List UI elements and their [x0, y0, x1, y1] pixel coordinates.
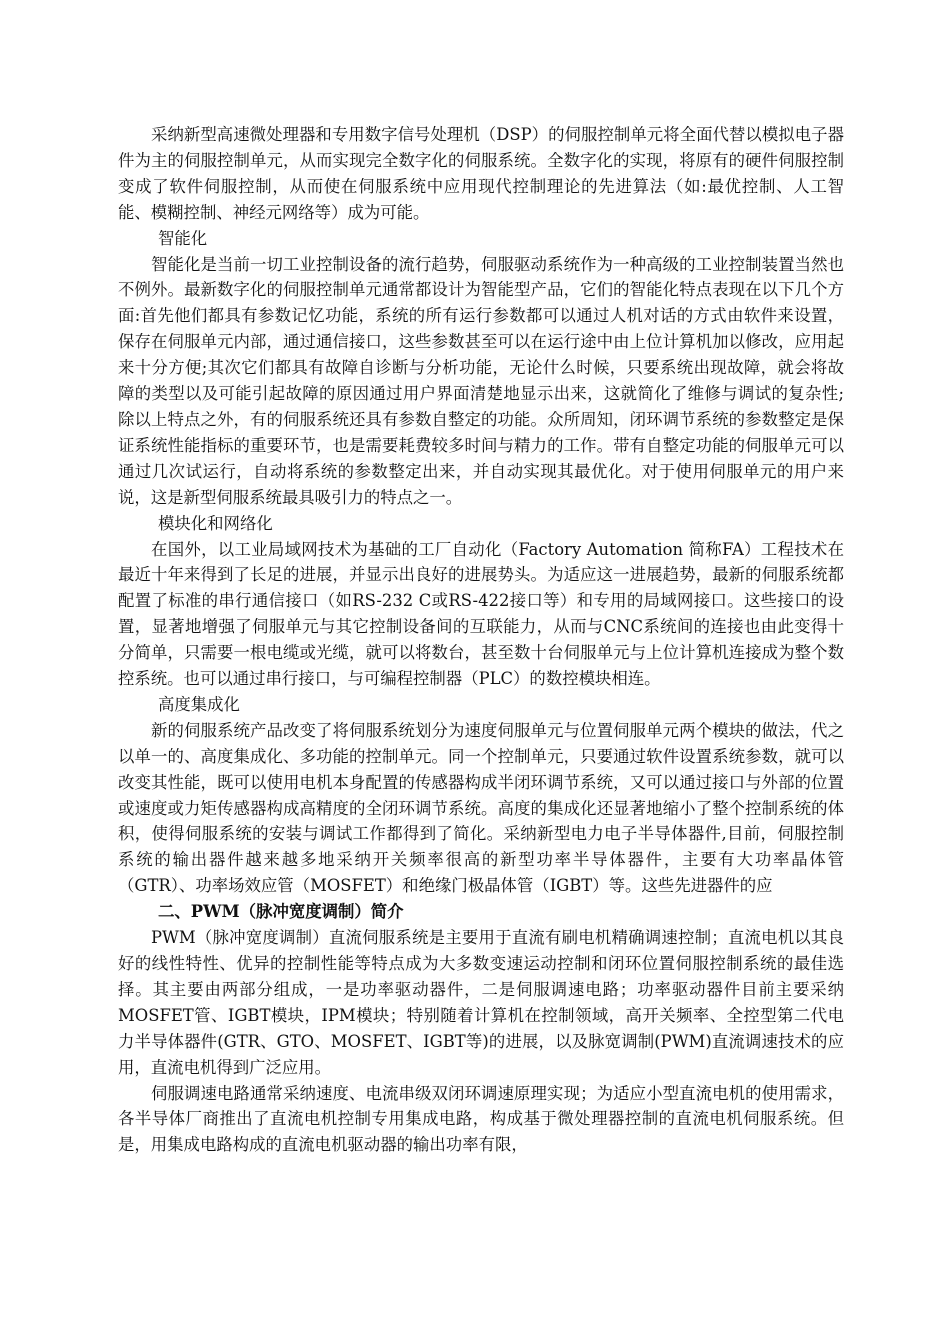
paragraph-high-integration: 新的伺服系统产品改变了将伺服系统划分为速度伺服单元与位置伺服单元两个模块的做法，代之以单一的、高度集成化、多功能的控制单元。同一个控制单元，只要通过软件设置系统参数，就可以改变其性能，既可以使用电机本身配置的传感器构成半闭环调节系统，又可以通过接口与外部的位置或速度或力矩传感器构成高精度的全闭环调节系统。高度的集成化还显著地缩小了整个控制系统的体积，使得伺服系统的安装与调试工作都得到了简化。采纳新型电力电子半导体器件,目前，伺服控制系统的输出器件越来越多地采纳开关频率很高的新型功率半导体器件，主要有大功率晶体管（GTR）、功率场效应管（MOSFET）和绝缘门极晶体管（IGBT）等。这些先进器件的应	[118, 720, 844, 896]
paragraph-digitalization: 采纳新型高速微处理器和专用数字信号处理机（DSP）的伺服控制单元将全面代替以模拟电子器件为主的伺服控制单元，从而实现完全数字化的伺服系统。全数字化的实现，将原有的硬件伺服控制变成了软件伺服控制，从而使在伺服系统中应用现代控制理论的先进算法（如:最优控制、人工智能、模糊控制、神经元网络等）成为可能。	[118, 125, 844, 222]
subheading-intelligence: 智能化	[158, 228, 208, 248]
paragraph-modular-networking: 在国外，以工业局域网技术为基础的工厂自动化（Factory Automation 简称FA）工程技术在最近十年来得到了长足的进展，并显示出良好的进展势头。为适应这一进展趋势，最新的伺服系统都配置了标准的串行通信接口（如RS-232 C或RS-422接口等）和专用的局域网接口。这些接口的设置，显著地增强了伺服单元与其它控制设备间的互联能力，从而与CNC系统间的连接也由此变得十分简单，只需要一根电缆或光缆，就可以将数台，甚至数十台伺服单元与上位计算机连接成为整个数控系统。也可以通过串行接口，与可编程控制器（PLC）的数控模块相连。	[118, 539, 844, 689]
paragraph-pwm-intro: PWM（脉冲宽度调制）直流伺服系统是主要用于直流有刷电机精确调速控制；直流电机以其良好的线性特性、优异的控制性能等特点成为大多数变速运动控制和闭环位置伺服控制系统的最佳选择。其主要由两部分组成，一是功率驱动器件，二是伺服调速电路；功率驱动器件目前主要采纳MOSFET管、IGBT模块，IPM模块；特别随着计算机在控制领域，高开关频率、全控型第二代电力半导体器件(GTR、GTO、MOSFET、IGBT等)的进展，以及脉宽调制(PWM)直流调速技术的应用，直流电机得到广泛应用。	[118, 928, 844, 1077]
document-page	[118, 122, 844, 1158]
paragraph-servo-circuit: 伺服调速电路通常采纳速度、电流串级双闭环调速原理实现；为适应小型直流电机的使用需求，各半导体厂商推出了直流电机控制专用集成电路，构成基于微处理器控制的直流电机伺服系统。但是，用集成电路构成的直流电机驱动器的输出功率有限，	[118, 1083, 844, 1155]
subheading-high-integration: 高度集成化	[158, 694, 240, 714]
section-heading-pwm: 二、PWM（脉冲宽度调制）简介	[158, 902, 404, 922]
subheading-modular-networking: 模块化和网络化	[158, 513, 273, 533]
paragraph-intelligence: 智能化是当前一切工业控制设备的流行趋势，伺服驱动系统作为一种高级的工业控制装置当然也不例外。最新数字化的伺服控制单元通常都设计为智能型产品，它们的智能化特点表现在以下几个方面:首先他们都具有参数记忆功能，系统的所有运行参数都可以通过人机对话的方式由软件来设置，保存在伺服单元内部，通过通信接口，这些参数甚至可以在运行途中由上位计算机加以修改，应用起来十分方便;其次它们都具有故障自诊断与分析功能，无论什么时候，只要系统出现故障，就会将故障的类型以及可能引起故障的原因通过用户界面清楚地显示出来，这就简化了维修与调试的复杂性;除以上特点之外，有的伺服系统还具有参数自整定的功能。众所周知，闭环调节系统的参数整定是保证系统性能指标的重要环节，也是需要耗费较多时间与精力的工作。带有自整定功能的伺服单元可以通过几次试运行，自动将系统的参数整定出来，并自动实现其最优化。对于使用伺服单元的用户来说，这是新型伺服系统最具吸引力的特点之一。	[118, 254, 844, 507]
